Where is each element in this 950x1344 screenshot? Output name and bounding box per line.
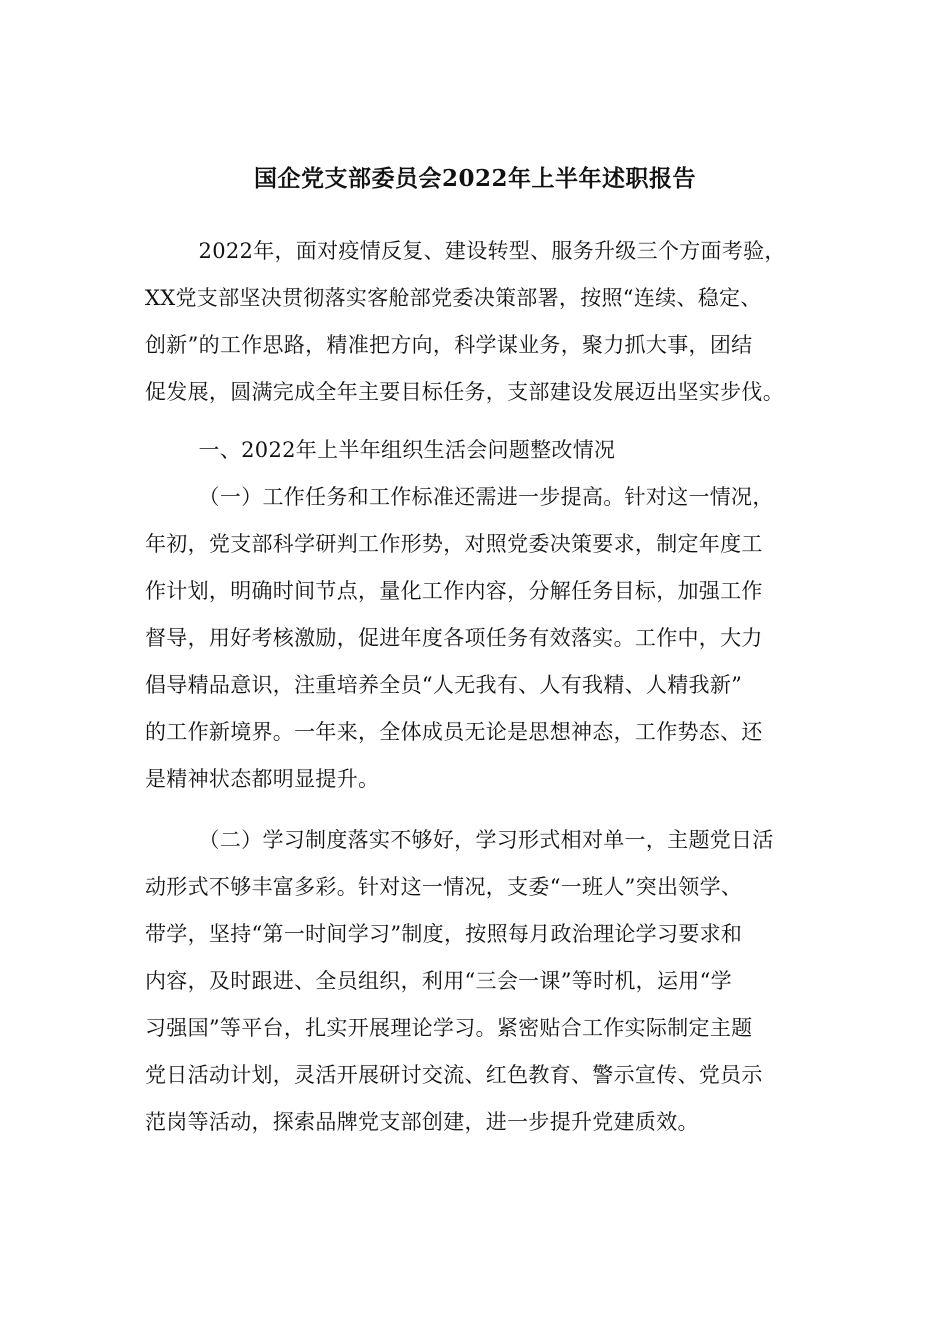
- intro-paragraph: [145, 228, 805, 416]
- paragraph-line: 作计划，明确时间节点，量化工作内容，分解任务目标，加强工作: [145, 579, 763, 603]
- paragraph-line: 带学，坚持“第一时间学习”制度，按照每月政治理论学习要求和: [145, 922, 743, 946]
- paragraph-line: 督导，用好考核激励，促进年度各项任务有效落实。工作中，大力: [145, 626, 763, 650]
- document-title: 国企党支部委员会2022年上半年述职报告: [253, 165, 696, 192]
- item1-paragraph: [145, 474, 805, 803]
- paragraph-line: （二）学习制度落实不够好，学习形式相对单一，主题党日活: [198, 828, 774, 852]
- paragraph-line: 是精神状态都明显提升。: [145, 767, 380, 791]
- section-heading-text: 一、2022年上半年组织生活会问题整改情况: [198, 438, 616, 462]
- section-heading: [145, 427, 805, 474]
- paragraph-line: 创新”的工作思路，精准把方向，科学谋业务，聚力抓大事，团结: [145, 333, 753, 357]
- paragraph-line: 范岗等活动，探索品牌党支部创建，进一步提升党建质效。: [145, 1110, 699, 1134]
- item2-paragraph: [145, 817, 805, 1146]
- paragraph-line: 动形式不够丰富多彩。针对这一情况，支委“一班人”突出领学、: [145, 875, 743, 899]
- paragraph-line: 促发展，圆满完成全年主要目标任务，支部建设发展迈出坚实步伐。: [145, 380, 784, 404]
- paragraph-line: 年初，党支部科学研判工作形势，对照党委决策要求，制定年度工: [145, 532, 763, 556]
- paragraph-line: 内容，及时跟进、全员组织，利用“三会一课”等时机，运用“学: [145, 969, 732, 993]
- paragraph-line: 习强国”等平台，扎实开展理论学习。紧密贴合工作实际制定主题: [145, 1016, 753, 1040]
- paragraph-line: XX党支部坚决贯彻落实客舱部党委决策部署，按照“连续、稳定、: [145, 286, 762, 310]
- paragraph-line: 党日活动计划，灵活开展研讨交流、红色教育、警示宣传、党员示: [145, 1063, 763, 1087]
- paragraph-line: 2022年，面对疫情反复、建设转型、服务升级三个方面考验，: [198, 239, 786, 263]
- paragraph-line: 的工作新境界。一年来，全体成员无论是思想神态，工作势态、还: [145, 720, 763, 744]
- paragraph-line: 倡导精品意识，注重培养全员“人无我有、人有我精、人精我新”: [145, 673, 743, 697]
- paragraph-line: （一）工作任务和工作标准还需进一步提高。针对这一情况，: [198, 485, 774, 509]
